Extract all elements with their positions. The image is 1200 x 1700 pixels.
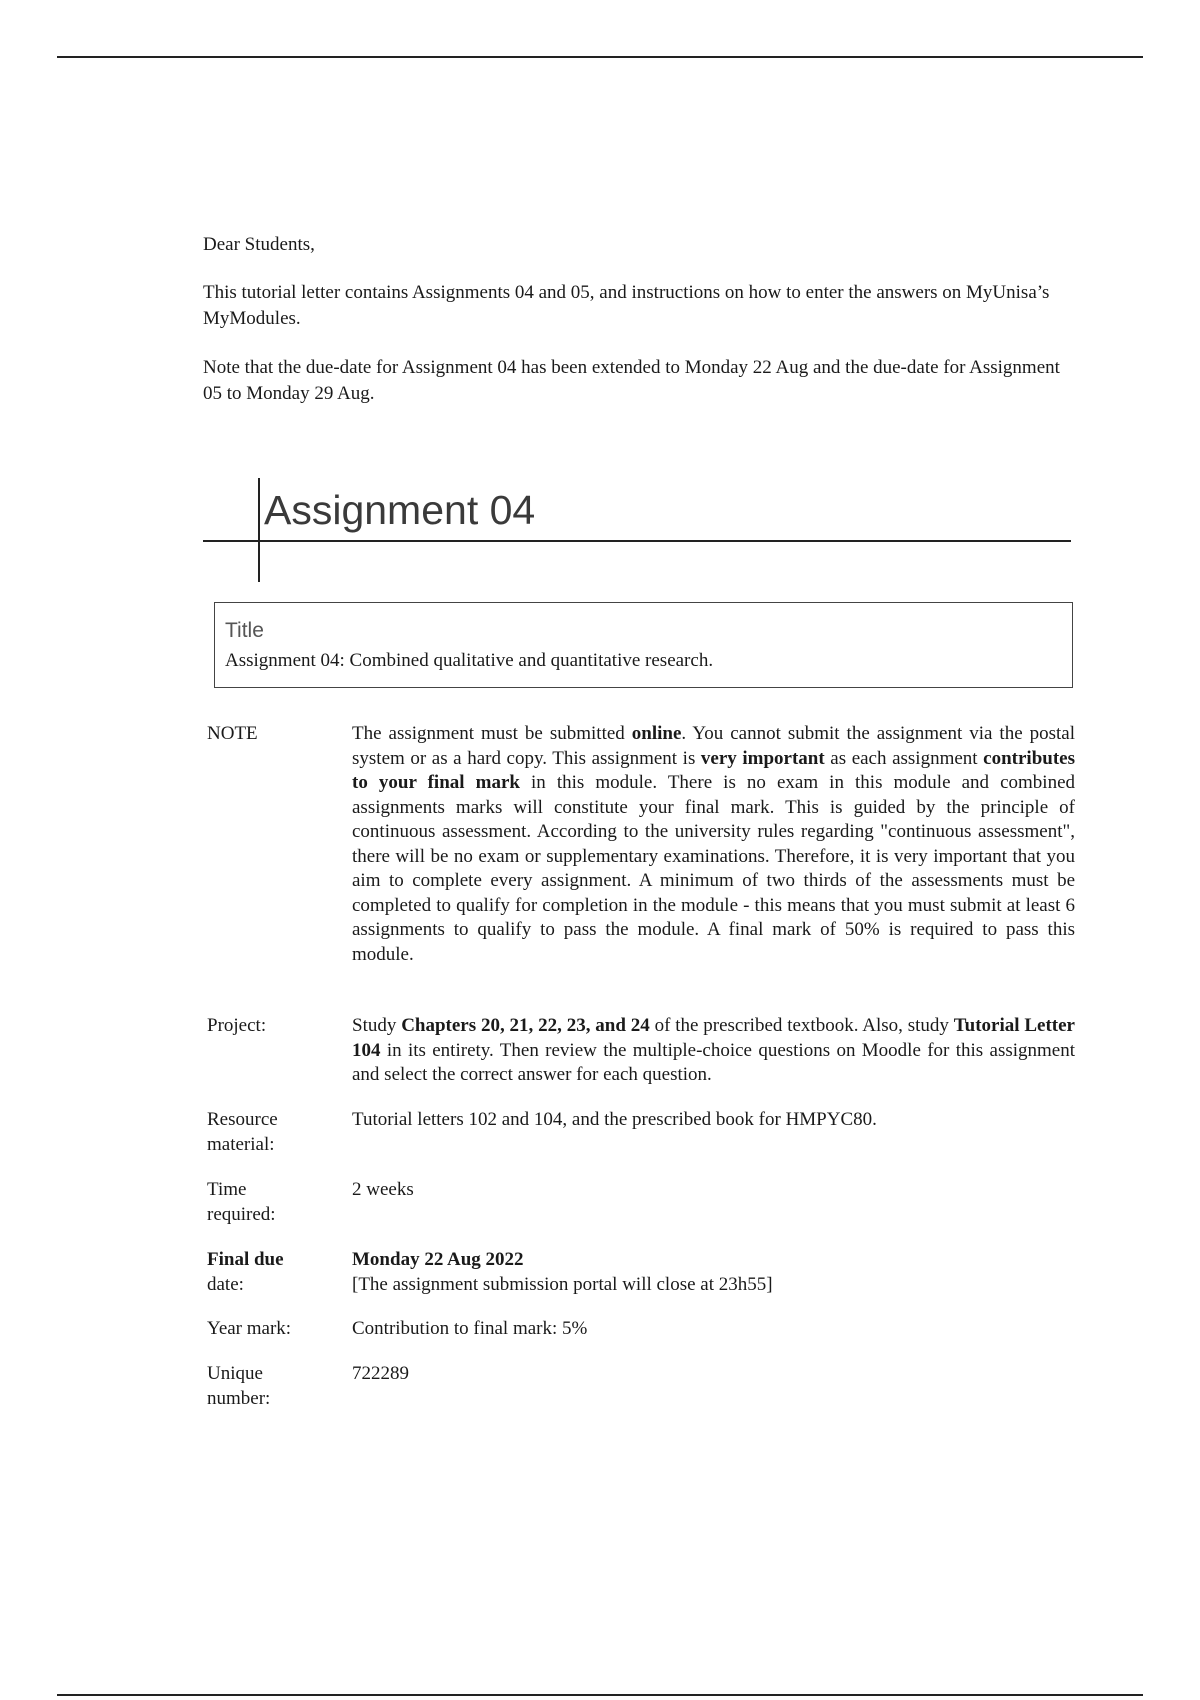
project-text-part: of the prescribed textbook. Also, study [649,1015,954,1036]
note-text-part: as each assignment [824,747,984,769]
year-mark-value: Contribution to final mark: 5% [352,1318,588,1339]
time-value: 2 weeks [352,1179,414,1200]
note-emphasis-final-mark: contributes to your final mark [352,747,1075,793]
project-text-part: in its entirety. Then review the multiple-choice questions on Moodle for this assignment and select the correct answer for each question. [352,1039,1075,1085]
project-text [352,1014,1075,1088]
unique-label-line: Unique [207,1363,263,1384]
note-emphasis-important: very important [700,747,825,769]
due-label-line: date: [207,1273,244,1295]
title-value: Assignment 04: Combined qualitative and quantitative research. [225,650,714,671]
project-emphasis-tutorial-letter: Tutorial Letter 104 [352,1015,1075,1061]
resource-label-line: material: [207,1133,275,1155]
detail-row-note [207,722,1075,967]
resource-value: Tutorial letters 102 and 104, and the prescribed book for HMPYC80. [352,1109,877,1130]
due-label [207,1248,352,1297]
project-emphasis-chapters: Chapters 20, 21, 22, 23, and 24 [401,1015,650,1036]
detail-row-project [207,1014,1075,1088]
resource-label-line: Resource [207,1109,278,1130]
due-label-line: Final due [207,1249,284,1270]
project-text-part: Study [352,1015,402,1036]
unique-label-line: number: [207,1387,271,1409]
time-label [207,1178,352,1227]
unique-value: 722289 [352,1363,409,1384]
note-text-part: in this module. There is no exam in this module and combined assignments marks will constitute your final mark. This is guided by the principle of continuous assessment. According to the university rules regarding "continuous assessment", there will be no exam or supplementary examinations. Therefore, it is very important that you aim to complete every assignment. A minimum of two thirds of the assessments must be completed to qualify for completion in the module - this means that you must submit at least 6 assignments to qualify to pass the module. A final mark of 50% is required to pass this module. [352,772,1076,965]
assignment-heading: Assignment 04 [264,487,536,533]
detail-row-resource [207,1108,1075,1157]
assignment-heading-block [203,478,1071,582]
detail-row-due-date [207,1248,1075,1297]
header-rule [57,56,1143,58]
detail-row-unique-number [207,1362,1075,1411]
heading-horizontal-rule [203,540,1071,542]
intro-paragraph: This tutorial letter contains Assignments 04 and 05, and instructions on how to enter the answers on MyUnisa’s MyModules. [203,282,1050,329]
time-label-line: required: [207,1203,276,1225]
portal-close-note: [The assignment submission portal will close at 23h55] [352,1273,773,1295]
note-text-part: . You cannot submit the assignment via the postal system or as a hard copy. This assignment is [352,723,1075,769]
title-label: Title [225,619,264,642]
detail-row-time [207,1178,1075,1227]
heading-vertical-rule [258,478,260,582]
note-text-part: The assignment must be submitted [352,723,632,744]
greeting: Dear Students, [203,234,315,255]
resource-label [207,1108,352,1157]
unique-label [207,1362,352,1411]
detail-row-year-mark [207,1317,1075,1342]
footer-rule [57,1694,1143,1696]
note-text [352,722,1075,967]
time-label-line: Time [207,1179,247,1200]
due-value [352,1248,1075,1297]
note-emphasis-online: online [631,723,682,744]
year-mark-label: Year mark: [207,1318,292,1339]
project-label: Project: [207,1015,267,1036]
note-label: NOTE [207,723,258,744]
due-date: Monday 22 Aug 2022 [352,1249,524,1270]
due-date-note: Note that the due-date for Assignment 04 has been extended to Monday 22 Aug and the due-date for Assignment 05 to Monday 29 Aug. [203,357,1060,404]
title-box [214,602,1073,688]
